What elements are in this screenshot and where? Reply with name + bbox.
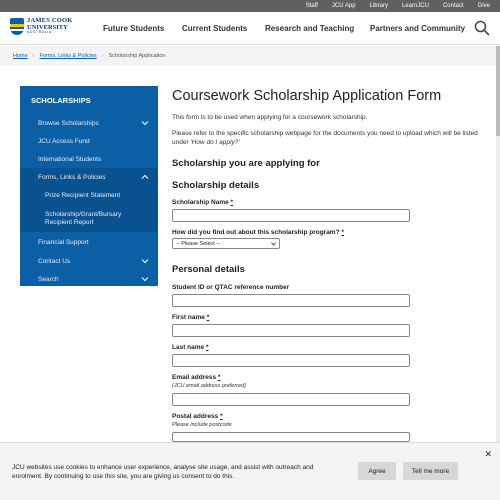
section-heading-personal: Personal details — [172, 264, 245, 275]
sidebar-item-label: Search — [38, 275, 59, 283]
chevron-down-icon[interactable] — [141, 119, 149, 127]
agree-button[interactable]: Agree — [358, 462, 396, 480]
breadcrumb-forms[interactable]: Forms, Links & Policies — [39, 53, 97, 59]
required-mark: * — [217, 374, 221, 381]
sidebar-item-label: Forms, Links & Policies — [38, 173, 106, 181]
tell-me-more-button[interactable]: Tell me more — [403, 462, 458, 480]
label-text: How did you find out about this scholarship program? — [172, 229, 340, 236]
sidebar-item-label: Browse Scholarships — [38, 119, 99, 127]
chevron-down-icon[interactable] — [141, 257, 149, 265]
logo-line-2: UNIVERSITY — [27, 23, 68, 31]
find-out-label — [172, 229, 344, 236]
required-mark: * — [341, 229, 344, 236]
nav-current-students[interactable]: Current Students — [182, 24, 248, 33]
nav-future-students[interactable]: Future Students — [103, 24, 165, 33]
how-do-i-apply-reference: 'How do I apply?' — [190, 139, 240, 146]
section-heading-applying: Scholarship you are applying for — [172, 158, 320, 169]
utility-link-staff[interactable]: Staff — [305, 3, 318, 9]
email-hint: (JCU email address preferred) — [172, 383, 246, 389]
select-value: -- Please Select -- — [176, 240, 221, 247]
label-text: Last name — [172, 344, 205, 351]
sidebar-item-browse[interactable] — [20, 114, 158, 132]
nav-partners-community[interactable]: Partners and Community — [370, 24, 466, 33]
postal-address-input[interactable] — [172, 432, 410, 442]
required-mark: * — [230, 199, 234, 206]
sidebar-item-access-fund[interactable] — [20, 132, 158, 150]
utility-link-library[interactable]: Library — [369, 3, 388, 9]
sidebar-heading[interactable]: SCHOLARSHIPS — [31, 95, 91, 105]
sidebar-item-financial[interactable] — [20, 232, 158, 252]
last-name-label — [172, 344, 209, 351]
sidebar — [20, 86, 158, 286]
sidebar-subitem-label: Scholarship/Grant/Bursary Recipient Report — [45, 211, 122, 226]
utility-link-contact[interactable]: Contact — [442, 3, 464, 9]
utility-link-give[interactable]: Give — [477, 3, 490, 9]
scholarship-name-label — [172, 199, 233, 206]
utility-link-jcu-app[interactable]: JCU App — [331, 3, 356, 9]
first-name-input[interactable] — [172, 324, 410, 337]
label-text: Postal address — [172, 413, 219, 420]
utility-link-learnjcu[interactable]: LearnJCU — [401, 3, 429, 9]
intro-text: This form is to be used when applying for a coursework scholarship. — [172, 114, 368, 121]
label-text: Email address — [172, 374, 217, 381]
chevron-down-icon — [271, 242, 276, 246]
sidebar-subitem-prize[interactable] — [20, 186, 158, 206]
sidebar-item-contact[interactable] — [20, 252, 158, 270]
breadcrumb-separator: › — [101, 53, 104, 59]
first-name-label — [172, 314, 209, 321]
breadcrumb-home[interactable]: Home — [13, 53, 28, 59]
postal-hint: Please include postcode — [172, 422, 232, 428]
last-name-input[interactable] — [172, 354, 410, 367]
sidebar-item-label: Financial Support — [38, 238, 89, 246]
label-text: Scholarship Name — [172, 199, 229, 206]
intro-documents-text-part: Please refer to the specific scholarship webpage for the documents you need to upload which will be listed under — [172, 130, 478, 146]
scholarship-name-input[interactable] — [172, 209, 410, 222]
utility-bar — [0, 0, 500, 12]
email-field[interactable] — [172, 393, 410, 406]
cookie-message: JCU websites use cookies to enhance user experience, analyse site usage, and assist with outreach and enrolment. By continuing to use this site, you are giving us consent to do this. — [12, 464, 314, 480]
section-heading-details: Scholarship details — [172, 180, 260, 191]
sidebar-subitem-label: Prize Recipient Statement — [45, 192, 121, 199]
breadcrumb-separator: › — [32, 53, 35, 59]
chevron-up-icon[interactable] — [141, 173, 149, 181]
scrollbar-thumb[interactable] — [496, 46, 500, 136]
label-text: First name — [172, 314, 205, 321]
required-mark: * — [206, 314, 210, 321]
sidebar-item-label: International Students — [38, 155, 102, 163]
jcu-logo[interactable] — [10, 18, 73, 35]
postal-address-label — [172, 413, 223, 420]
site-header — [0, 12, 500, 45]
sidebar-item-international[interactable] — [20, 150, 158, 168]
breadcrumb-current: Scholarship Application — [108, 53, 166, 59]
close-icon[interactable]: ✕ — [484, 449, 492, 459]
sidebar-item-label: Contact Us — [38, 257, 71, 265]
required-mark: * — [220, 413, 223, 420]
student-id-input[interactable] — [172, 294, 410, 307]
sidebar-item-label: JCU Access Fund — [38, 137, 90, 145]
logo-line-3: AUSTRALIA — [27, 30, 52, 35]
breadcrumb — [0, 46, 500, 66]
sidebar-subitem-report[interactable] — [20, 206, 158, 232]
sidebar-item-search[interactable] — [20, 270, 158, 288]
search-icon[interactable] — [474, 20, 490, 36]
student-id-label: Student ID or QTAC reference number — [172, 284, 290, 291]
crest-icon — [10, 18, 24, 35]
page-title: Coursework Scholarship Application Form — [172, 88, 442, 104]
email-label — [172, 374, 220, 381]
logo-line-1: JAMES COOK — [27, 17, 73, 25]
nav-research-teaching[interactable]: Research and Teaching — [265, 24, 355, 33]
cookie-banner — [0, 442, 500, 500]
intro-documents-text — [172, 129, 482, 147]
chevron-down-icon[interactable] — [141, 275, 149, 283]
find-out-select[interactable] — [172, 238, 280, 249]
required-mark: * — [205, 344, 209, 351]
sidebar-item-forms[interactable] — [20, 168, 158, 186]
